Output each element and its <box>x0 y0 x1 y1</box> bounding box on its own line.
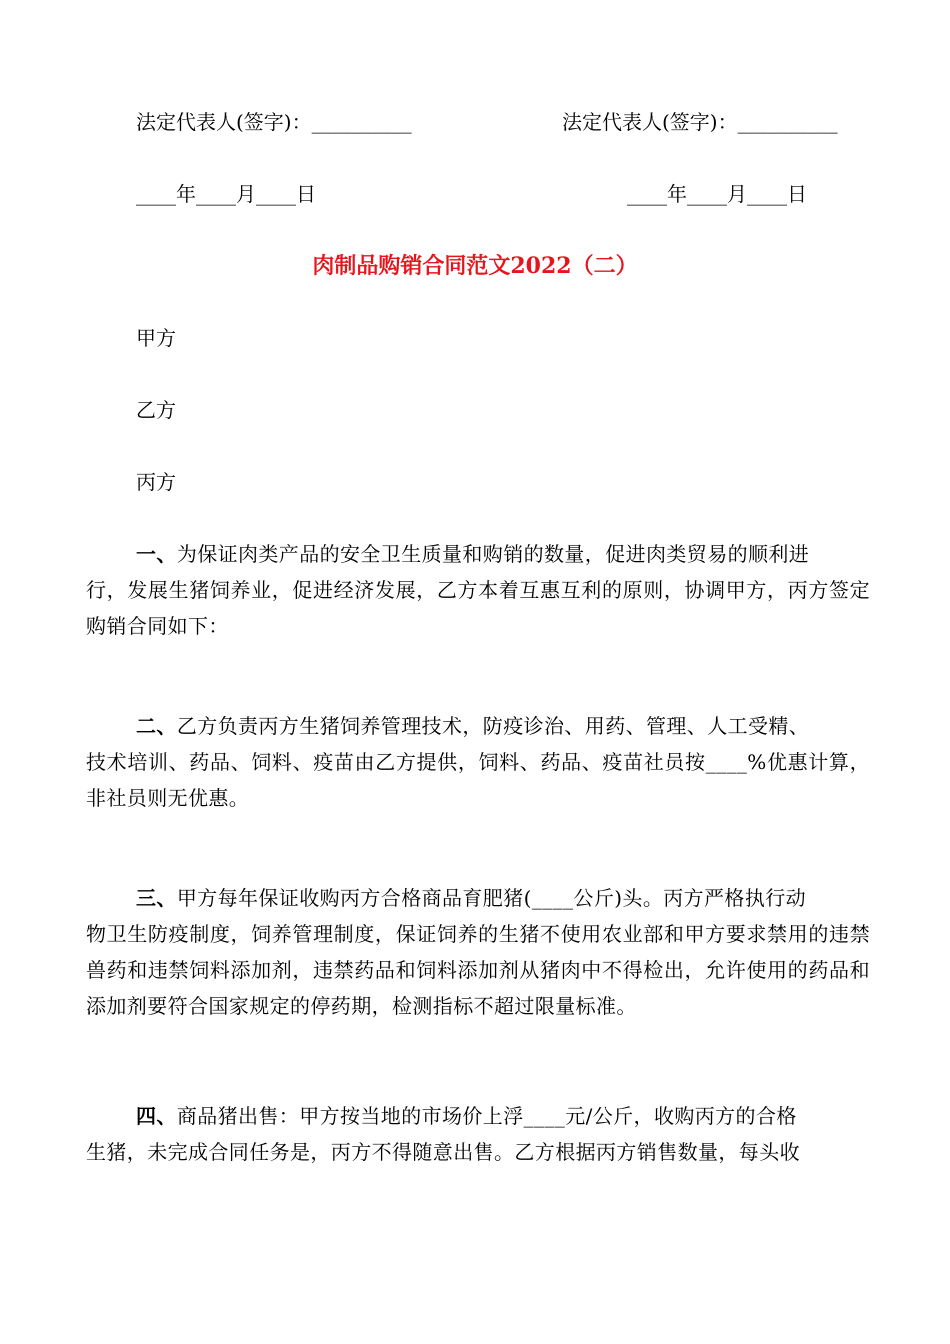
signature-line-left: 法定代表人(签字)：__________ <box>136 110 412 134</box>
clause-3-first-line <box>86 880 870 916</box>
clause-2-number: 二、 <box>136 714 177 738</box>
clause-1-rest: 行，发展生猪饲养业，促进经济发展，乙方本着互惠互利的原则，协调甲方，丙方签定购销合同如下： <box>86 578 870 638</box>
clause-4-rest: 生猪，未完成合同任务是，丙方不得随意出售。乙方根据丙方销售数量，每头收 <box>86 1140 800 1164</box>
party-bing: 丙方 <box>136 470 176 494</box>
clause-1-line1: 为保证肉类产品的安全卫生质量和购销的数量，促进肉类贸易的顺利进 <box>176 542 810 566</box>
clause-4 <box>86 1098 870 1170</box>
clause-3-rest: 物卫生防疫制度，饲养管理制度，保证饲养的生猪不使用农业部和甲方要求禁用的违禁兽药和违禁饲料添加剂，违禁药品和饲料添加剂从猪肉中不得检出，允许使用的药品和添加剂要符合国家规定的停药期，检测指标不超过限量标准。 <box>86 922 870 1018</box>
clause-3-line1: 甲方每年保证收购丙方合格商品育肥猪(____公斤)头。丙方严格执行动 <box>176 886 807 910</box>
clause-2-line1: 乙方负责丙方生猪饲养管理技术，防疫诊治、用药、管理、人工受精、 <box>176 714 810 738</box>
party-jia: 甲方 <box>136 326 176 350</box>
clause-4-first-line <box>86 1098 870 1134</box>
clause-1 <box>86 536 870 644</box>
clause-4-number: 四、 <box>136 1104 177 1128</box>
clause-2 <box>86 708 870 816</box>
clause-3-number: 三、 <box>136 886 177 910</box>
signature-line-right: 法定代表人(签字)：__________ <box>562 110 838 134</box>
date-line-right: ____年____月____日 <box>627 182 807 206</box>
date-line-left: ____年____月____日 <box>136 182 316 206</box>
clause-3 <box>86 880 870 1024</box>
party-yi: 乙方 <box>136 398 176 422</box>
clause-1-number: 一、 <box>136 542 177 566</box>
clause-1-first-line <box>86 536 870 572</box>
clause-2-first-line <box>86 708 870 744</box>
clause-4-line1: 商品猪出售：甲方按当地的市场价上浮____元/公斤，收购丙方的合格 <box>176 1104 797 1128</box>
document-title: 肉制品购销合同范文2022（二） <box>312 253 638 279</box>
clause-2-rest: 技术培训、药品、饲料、疫苗由乙方提供，饲料、药品、疫苗社员按____%优惠计算，非社员则无优惠。 <box>86 750 870 810</box>
